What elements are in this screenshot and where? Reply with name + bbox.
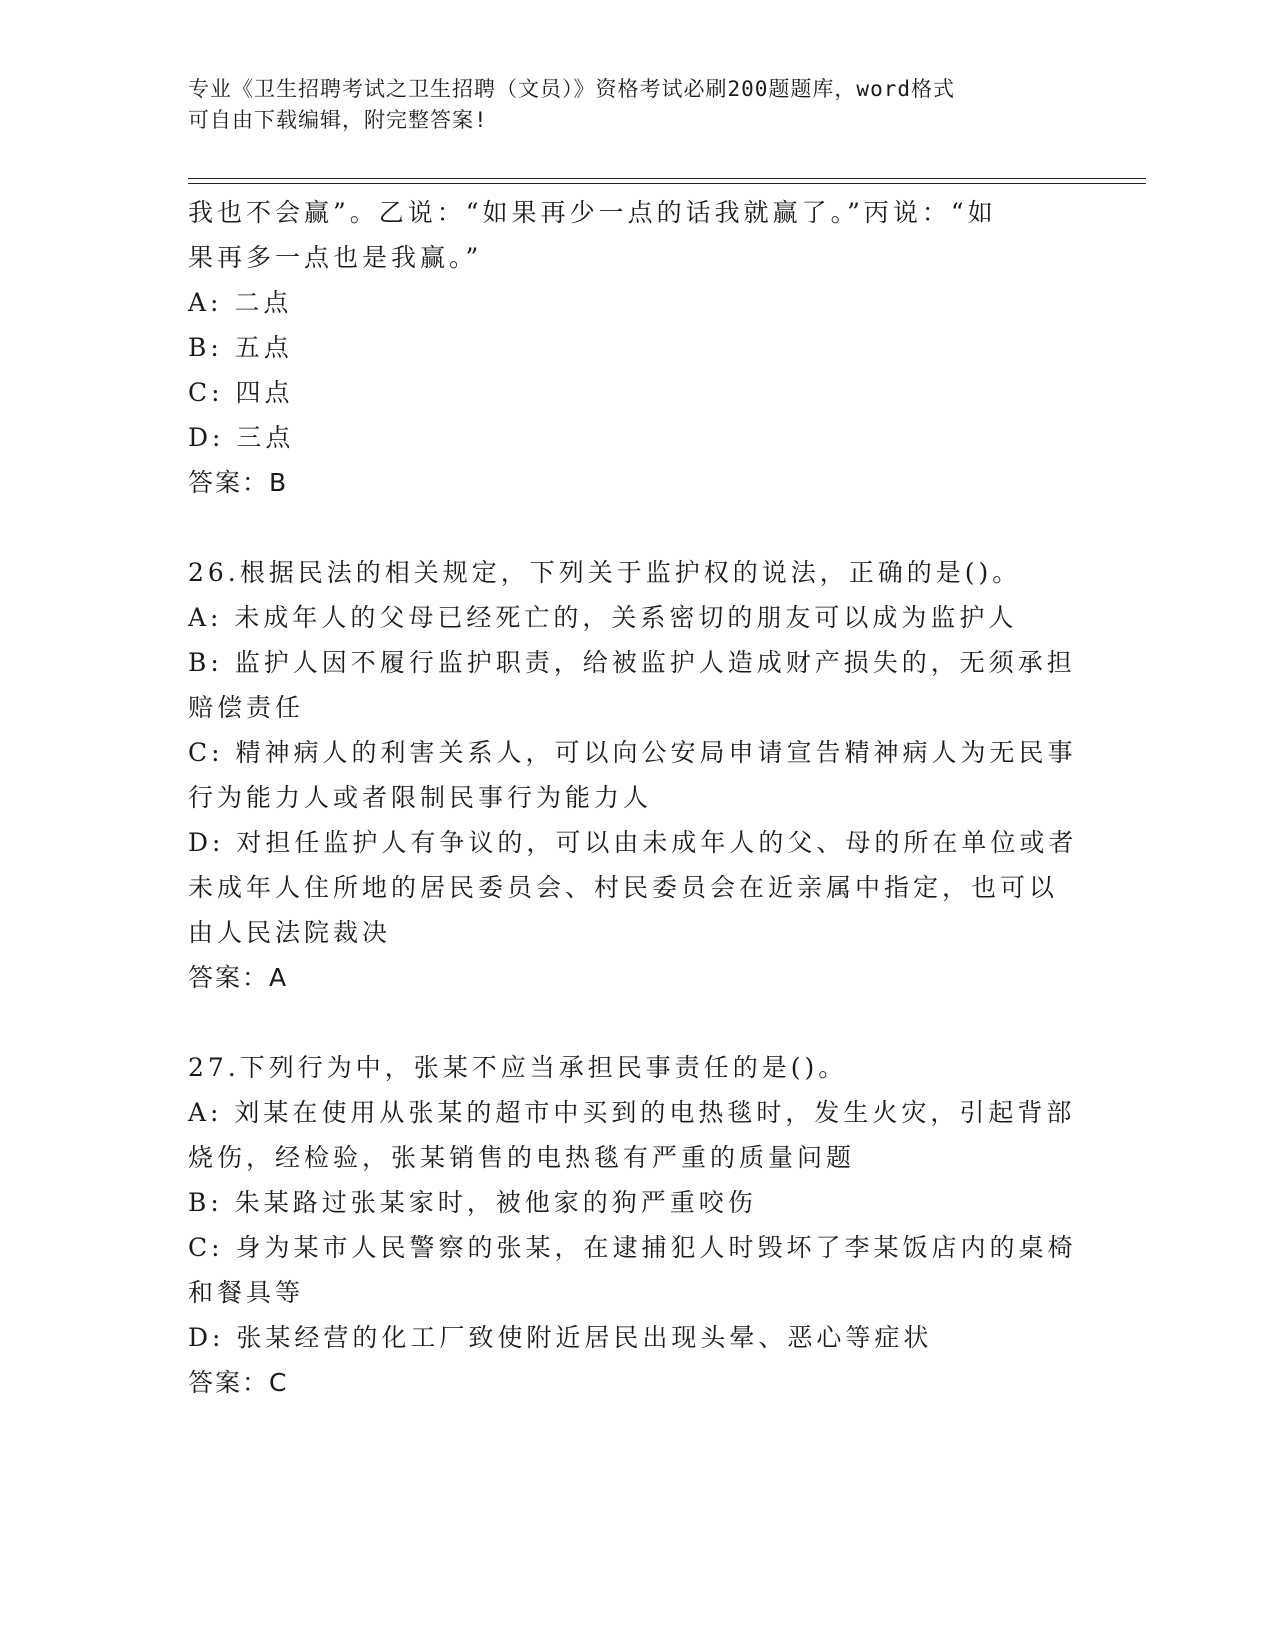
question-27 bbox=[188, 1045, 1078, 1405]
option-b-continued: 赔偿责任 bbox=[188, 693, 305, 722]
option-d: D: 三点 bbox=[188, 423, 295, 452]
option-d: D: 张某经营的化工厂致使附近居民出现头晕、恶心等症状 bbox=[188, 1323, 933, 1352]
option-b: B: 监护人因不履行监护职责，给被监护人造成财产损失的，无须承担 bbox=[188, 648, 1076, 677]
option-b: B: 朱某路过张某家时，被他家的狗严重咬伤 bbox=[188, 1188, 757, 1217]
question-26 bbox=[188, 550, 1078, 1000]
spacer bbox=[188, 1000, 1078, 1045]
question-continued bbox=[188, 190, 1078, 505]
option-a: A: 二点 bbox=[188, 288, 293, 317]
option-c-continued: 和餐具等 bbox=[188, 1278, 305, 1307]
answer-line: 答案：B bbox=[188, 468, 289, 497]
option-c: C: 身为某市人民警察的张某，在逮捕犯人时毁坏了李某饭店内的桌椅 bbox=[188, 1233, 1077, 1262]
option-a: A: 刘某在使用从张某的超市中买到的电热毯时，发生火灾，引起背部 bbox=[188, 1098, 1076, 1127]
answer-line: 答案：C bbox=[188, 1368, 289, 1397]
header-divider-bottom bbox=[188, 183, 1146, 184]
option-c-continued: 行为能力人或者限制民事行为能力人 bbox=[188, 783, 653, 812]
option-a: A: 未成年人的父母已经死亡的，关系密切的朋友可以成为监护人 bbox=[188, 603, 1018, 632]
question-stem-line: 果再多一点也是我赢。” bbox=[188, 243, 483, 272]
spacer bbox=[188, 505, 1078, 550]
option-d: D: 对担任监护人有争议的，可以由未成年人的父、母的所在单位或者 bbox=[188, 828, 1078, 857]
option-b: B: 五点 bbox=[188, 333, 293, 362]
answer-line: 答案：A bbox=[188, 963, 289, 992]
option-c: C: 四点 bbox=[188, 378, 294, 407]
header-line-2: 可自由下载编辑，附完整答案! bbox=[188, 108, 488, 132]
document-header bbox=[188, 74, 1068, 136]
document-body bbox=[188, 190, 1078, 1405]
header-line-1: 专业《卫生招聘考试之卫生招聘（文员）》资格考试必刷200题题库，word格式 bbox=[188, 77, 955, 101]
question-stem-line: 26.根据民法的相关规定，下列关于监护权的说法，正确的是()。 bbox=[188, 558, 1022, 587]
option-c: C: 精神病人的利害关系人，可以向公安局申请宣告精神病人为无民事 bbox=[188, 738, 1077, 767]
header-divider-top bbox=[188, 178, 1146, 179]
question-stem-line: 27.下列行为中，张某不应当承担民事责任的是()。 bbox=[188, 1053, 848, 1082]
question-stem-line: 我也不会赢”。乙说：“如果再少一点的话我就赢了。”丙说：“如 bbox=[188, 198, 997, 227]
option-d-continued: 由人民法院裁决 bbox=[188, 918, 392, 947]
option-d-continued: 未成年人住所地的居民委员会、村民委员会在近亲属中指定，也可以 bbox=[188, 873, 1059, 902]
option-a-continued: 烧伤，经检验，张某销售的电热毯有严重的质量问题 bbox=[188, 1143, 856, 1172]
